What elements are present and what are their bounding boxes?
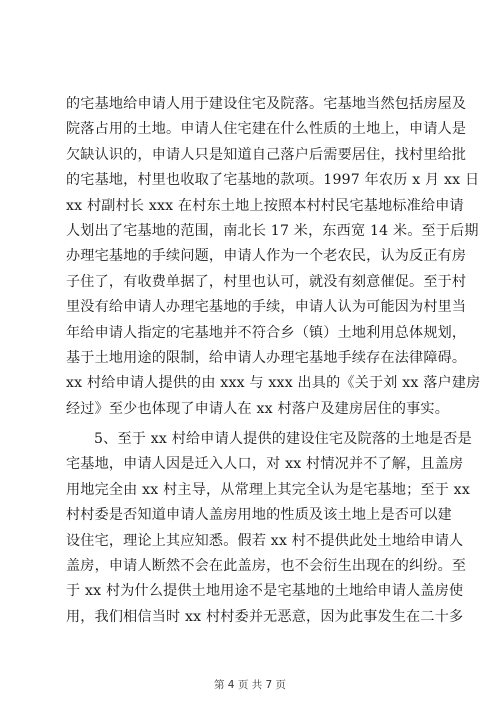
text-line: 年给申请人指定的宅基地并不符合乡（镇）土地利用总体规划， xyxy=(66,324,467,341)
text-line: 宅基地，申请人因是迁入人口，对 xx 村情况并不了解，且盖房 xyxy=(66,456,464,473)
paragraph-2 xyxy=(66,427,472,630)
text-line: 的宅基地，村里也收取了宅基地的款项。1997 年农历 x 月 xx 日 xyxy=(66,172,480,189)
text-line: 基于土地用途的限制，给申请人办理宅基地手续存在法律障碍。 xyxy=(66,349,467,366)
text-line: 设住宅，理论上其应知悉。假若 xx 村不提供此处土地给申请人 xyxy=(66,532,464,549)
text-line: 村村委是否知道申请人盖房用地的性质及该土地上是否可以建 xyxy=(66,507,452,524)
paragraph-1 xyxy=(66,92,481,422)
text-line: 用地完全由 xx 村主导，从常理上其完全认为是宅基地；至于 xx xyxy=(66,481,470,498)
text-line: 里没有给申请人办理宅基地的手续，申请人认为可能因为村里当 xyxy=(66,299,467,316)
text-line: 用，我们相信当时 xx 村村委并无恶意，因为此事发生在二十多 xyxy=(66,608,464,625)
text-line: xx 村给申请人提供的由 xxx 与 xxx 出具的《关于刘 xx 落户建房 xyxy=(66,375,481,392)
text-line: 经过》至少也体现了申请人在 xx 村落户及建房居住的事实。 xyxy=(66,400,449,417)
text-line: 办理宅基地的手续问题，申请人作为一个老农民，认为反正有房 xyxy=(66,248,467,265)
page-number-footer: 第 4 页 共 7 页 xyxy=(213,679,287,691)
text-line: 欠缺认识的，申请人只是知道自己落户后需要居住，找村里给批 xyxy=(66,146,467,163)
text-line: 人划出了宅基地的范围，南北长 17 米，东西宽 14 米。至于后期 xyxy=(66,222,479,239)
text-line: 子住了，有收费单据了，村里也认可，就没有刻意催促。至于村 xyxy=(66,273,467,290)
text-line: 的宅基地给申请人用于建设住宅及院落。宅基地当然包括房屋及 xyxy=(66,96,467,112)
text-line: 院落占用的土地。申请人住宅建在什么性质的土地上，申请人是 xyxy=(66,121,467,138)
document-body xyxy=(66,92,481,630)
text-line: xx 村副村长 xxx 在村东土地上按照本村村民宅基地标准给申请 xyxy=(66,197,464,214)
text-line: 5、至于 xx 村给申请人提供的建设住宅及院落的土地是否是 xyxy=(94,431,472,448)
text-line: 盖房，申请人断然不会在此盖房，也不会衍生出现在的纠纷。至 xyxy=(66,558,467,575)
text-line: 于 xx 村为什么提供土地用途不是宅基地的土地给申请人盖房使 xyxy=(66,583,464,600)
